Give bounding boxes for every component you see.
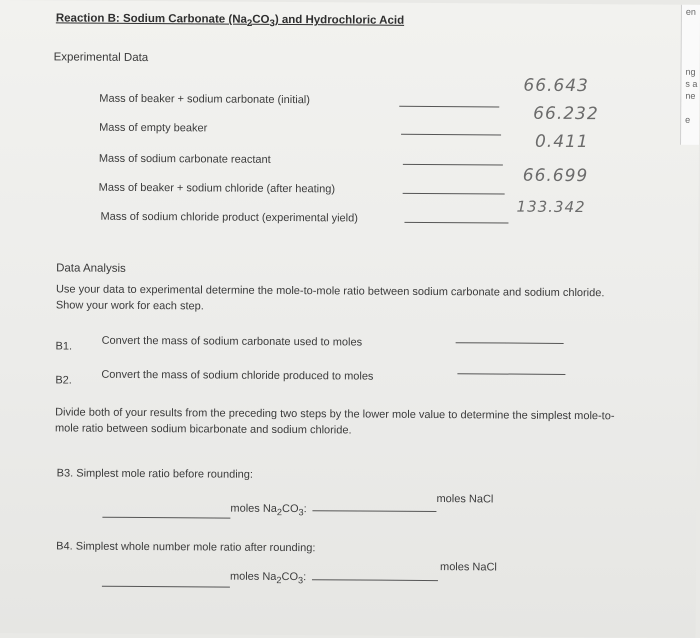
answer-line bbox=[457, 373, 565, 375]
analysis-instructions: Use your data to experimental determine the mole-to-mole ratio between sodium carbonate and sodium chloride. Show your work for each step. bbox=[55, 283, 605, 313]
label-moles-na2co3: moles $Na_2CO_3$: bbox=[230, 502, 307, 518]
step-b3-heading: B3. Simplest mole ratio before rounding: bbox=[56, 467, 254, 481]
handwritten-value: 133.342 bbox=[516, 197, 586, 217]
divide-instructions: Divide both of your results from the preceding two steps by the lower mole value to determine the simplest mole-to-mole ratio between sodium bicarbonate and sodium chloride. bbox=[54, 406, 615, 437]
answer-line bbox=[312, 510, 436, 512]
answer-line bbox=[399, 106, 499, 108]
data-analysis-heading: Data Analysis bbox=[56, 262, 126, 275]
answer-line bbox=[312, 579, 438, 581]
handwritten-value: 66.232 bbox=[533, 103, 599, 125]
answer-line bbox=[401, 134, 501, 136]
label-moles-nacl: moles NaCl bbox=[440, 561, 497, 574]
answer-line bbox=[404, 222, 508, 224]
row-label-carbonate-reactant: Mass of sodium carbonate reactant bbox=[98, 152, 271, 166]
step-b2-text: Convert the mass of sodium chloride produced to moles bbox=[101, 368, 374, 383]
reaction-title: Reaction B: Sodium Carbonate $(Na_2CO_3)$ and Hydrochloric Acid bbox=[55, 12, 405, 30]
step-number-b2: B2. bbox=[55, 374, 72, 387]
answer-line bbox=[403, 164, 503, 166]
step-number-b1: B1. bbox=[55, 340, 73, 353]
row-label-chloride-product: Mass of sodium chloride product (experimental yield) bbox=[100, 210, 358, 225]
answer-line bbox=[403, 193, 505, 195]
answer-line bbox=[102, 586, 230, 588]
adjacent-page-edge: en ng s a ne e bbox=[680, 5, 700, 145]
label-moles-na2co3: moles $Na_2CO_3$: bbox=[229, 570, 307, 586]
step-b1-text: Convert the mass of sodium carbonate used to moles bbox=[101, 334, 363, 349]
label-moles-nacl: moles NaCl bbox=[436, 493, 494, 506]
answer-line bbox=[456, 342, 564, 344]
experimental-data-heading: Experimental Data bbox=[53, 51, 149, 65]
row-label-beaker-carbonate: Mass of beaker + sodium carbonate (initial) bbox=[99, 92, 310, 107]
answer-line bbox=[102, 517, 230, 519]
handwritten-value: 66.699 bbox=[522, 165, 589, 187]
step-b4-heading: B4. Simplest whole number mole ratio after rounding: bbox=[56, 540, 316, 555]
handwritten-value: 66.643 bbox=[523, 75, 589, 97]
row-label-beaker-chloride: Mass of beaker + sodium chloride (after heating) bbox=[98, 181, 336, 196]
row-label-empty-beaker: Mass of empty beaker bbox=[99, 121, 208, 135]
handwritten-value: 0.411 bbox=[534, 131, 589, 153]
